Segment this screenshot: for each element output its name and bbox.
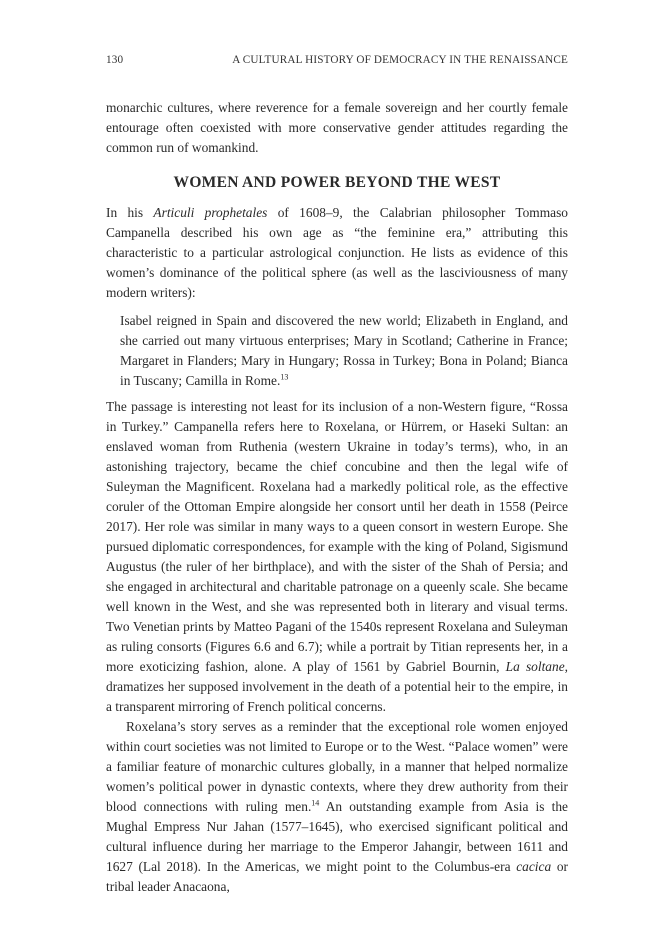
- section-heading: WOMEN AND POWER BEYOND THE WEST: [173, 174, 501, 191]
- footnote-ref-14[interactable]: 14: [311, 798, 320, 808]
- page-number: 130: [106, 54, 124, 66]
- text-run: In his: [106, 205, 154, 220]
- block-quote: [120, 311, 568, 391]
- text-run: or tribal leader Anacaona,: [106, 859, 568, 894]
- paragraph-roxelana: [106, 397, 568, 717]
- text-run: of 1608–9, the Calabrian philosopher Tommaso Campanella described his own age as “the feminine era,” attributing this characteristic to a particular astrological conjunction. He lists as evidence of this women’s dominance of the political sphere (as well as the lasciviousness of many modern writers):: [106, 205, 568, 300]
- text-run: , dramatizes her supposed involvement in the death of a potential heir to the empire, in a transparent mirroring of French political concerns.: [106, 659, 568, 714]
- running-title: A CULTURAL HISTORY OF DEMOCRACY IN THE RENAISSANCE: [232, 54, 568, 66]
- work-title-la-soltane: La soltane: [505, 659, 565, 674]
- quote-text: Isabel reigned in Spain and discovered the new world; Elizabeth in England, and she carried out many virtuous enterprises; Mary in Scotland; Catherine in France; Margaret in Flanders; Mary in Hungary; Rossa in Turkey; Bona in Poland; Bianca in Tuscany; Camilla in Rome.: [120, 313, 568, 388]
- text-run: Roxelana’s story serves as a reminder that the exceptional role women enjoyed within court societies was not limited to Europe or to the West. “Palace women” were a familiar feature of monarchic cultures globally, in a manner that helped normalize women’s political power in dynastic contexts, where they drew authority from their blood connections with ruling men.: [106, 719, 568, 814]
- paragraph-campanella: [106, 203, 568, 303]
- paragraph-continuation: monarchic cultures, where reverence for a female sovereign and her courtly female entourage often coexisted with more conservative gender attitudes regarding the common run of womankind.: [106, 100, 568, 155]
- paragraph-palace-women: [106, 717, 568, 897]
- text-run: An outstanding example from Asia is the Mughal Empress Nur Jahan (1577–1645), who exercised significant political and cultural influence during her marriage to the Emperor Jahangir, between 1611 and 1627 (Lal 2018). In the Americas, we might point to the Columbus-era: [106, 799, 569, 874]
- term-cacica: cacica: [516, 859, 552, 874]
- body-text: [106, 98, 568, 897]
- text-run: The passage is interesting not least for its inclusion of a non-Western figure, “Rossa in Turkey.” Campanella refers here to Roxelana, or Hürrem, or Haseki Sultan: an enslaved woman from Ruthenia (western Ukraine in today’s terms), who, in an astonishing trajectory, became the chief concubine and then the legal wife of Suleyman the Magnificent. Roxelana had a markedly political role, as the effective coruler of the Ottoman Empire alongside her consort until her death in 1558 (Peirce 2017). Her role was similar in many ways to a queen consort in western Europe. She pursued diplomatic correspondences, for example with the king of Poland, Sigismund Augustus (the ruler of her birthplace), and with the sister of the Shah of Persia; and she engaged in architectural and charitable patronage on a queenly scale. She became well known in the West, and she was represented both in literary and visual terms. Two Venetian prints by Matteo Pagani of the 1540s represent Roxelana and Suleyman as ruling consorts (Figures 6.6 and 6.7); while a portrait by Titian represents her, in a more exoticizing fashion, alone. A play of 1561 by Gabriel Bournin,: [106, 399, 568, 674]
- footnote-ref-13[interactable]: 13: [280, 372, 289, 382]
- work-title-articuli: Articuli prophetales: [153, 205, 268, 220]
